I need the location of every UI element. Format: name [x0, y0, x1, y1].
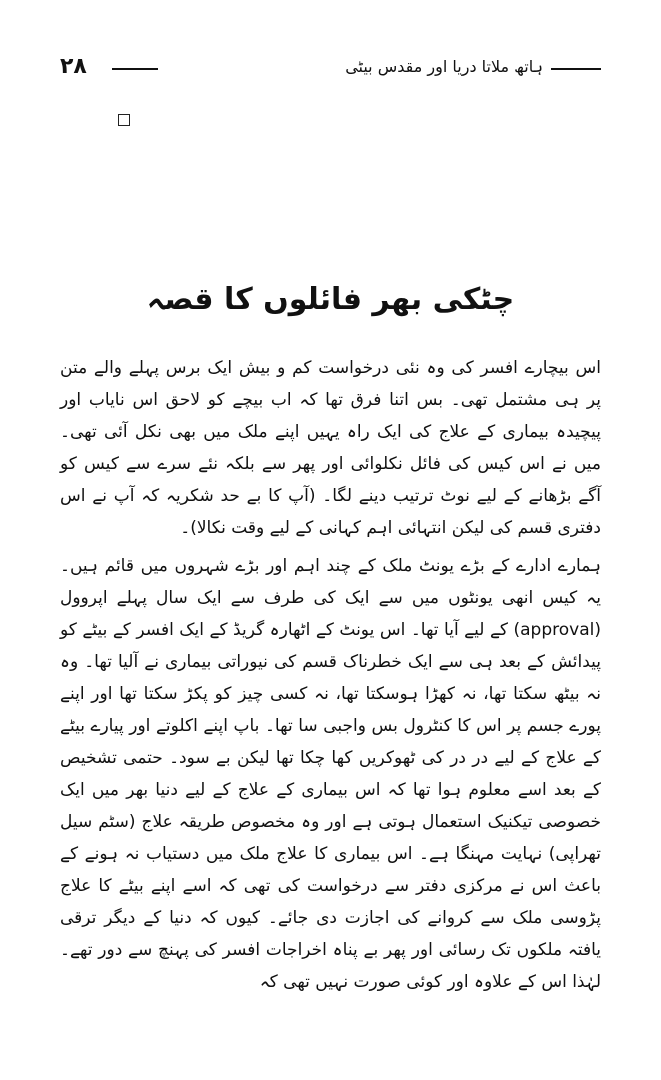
header-rule-left	[112, 68, 158, 70]
running-title: ہاتھ ملاتا دریا اور مقدس بیٹی	[345, 57, 543, 76]
chapter-title: چٹکی بھر فائلوں کا قصہ	[146, 282, 515, 317]
running-header	[60, 52, 601, 82]
paragraph: ہمارے ادارے کے بڑے یونٹ ملک کے چند اہم اور بڑے شہروں میں قائم ہیں۔ یہ کیس انھی یونٹوں میں سے ایک کی طرف سے ایک سال پہلے اپروول (approval) کے لیے آیا تھا۔ اس یونٹ کے اٹھارہ گریڈ کے ایک افسر کے بیٹے کو پیدائش کے بعد ہی سے ایک خطرناک قسم کی نیوراتی بیماری نے آلیا تھا۔ وہ نہ بیٹھ سکتا تھا، نہ کھڑا ہوسکتا تھا، نہ کسی چیز کو پکڑ سکتا تھا اور اپنے پورے جسم پر اس کا کنٹرول بس واجبی سا تھا۔ باپ اپنے اکلوتے اور پیارے بیٹے کے علاج کے لیے در در کی ٹھوکریں کھا چکا تھا لیکن بے سود۔ حتمی تشخیص کے بعد اسے معلوم ہوا تھا کہ اس بیماری کے علاج کے لیے دنیا بھر میں ایک خصوصی تیکنیک استعمال ہوتی ہے اور وہ مخصوص طریقہ علاج (سٹم سیل تھراپی) نہایت مہنگا ہے۔ اس بیماری کا علاج ملک میں دستیاب نہ ہونے کے باعث اس نے مرکزی دفتر سے درخواست کی تھی کہ اسے اپنے بیٹے کا علاج پڑوسی ملک سے کروانے کی اجازت دی جائے۔ کیوں کہ دنیا کے دیگر ترقی یافتہ ملکوں تک رسائی اور پھر بے پناہ اخراجات افسر کی پہنچ سے دور تھے۔ لہٰذا اس کے علاوہ اور کوئی صورت نہیں تھی کہ	[60, 556, 601, 992]
page-number: ۲۸	[60, 54, 87, 79]
body-text	[60, 352, 601, 1004]
paragraph: اس بیچارے افسر کی وہ نئی درخواست کم و بیش ایک برس پہلے والے متن پر ہی مشتمل تھی۔ بس اتنا فرق تھا کہ اب بیچے کو لاحق اس نایاب اور پیچیدہ بیماری کے علاج کی ایک راہ یہیں اپنے ملک میں بھی نکل آئی تھی۔ میں نے اس کیس کی فائل نکلوائی اور پھر سے بلکہ نئے سرے سے کیس کو آگے بڑھانے کے لیے نوٹ ترتیب دینے لگا۔ (آپ کا بے حد شکریہ کہ آپ نے اس دفتری قسم کی لیکن انتہائی اہم کہانی کے لیے وقت نکالا)۔	[60, 358, 601, 538]
empty-square-icon	[118, 114, 130, 126]
header-rule-right	[551, 68, 601, 70]
